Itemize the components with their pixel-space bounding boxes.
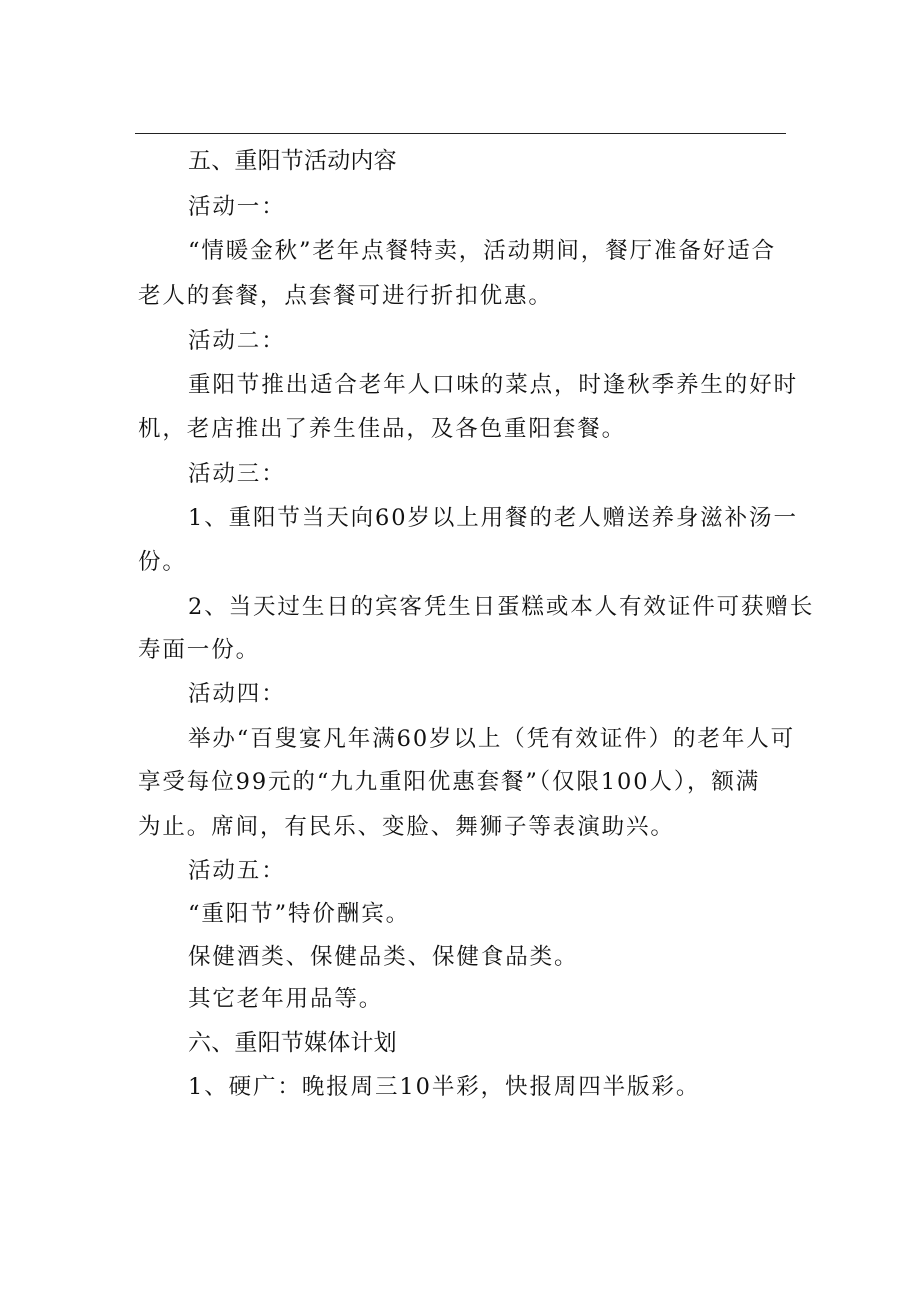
paragraph-line: 享受每位99元的“九九重阳优惠套餐”（仅限100人），额满: [138, 769, 761, 795]
paragraph-line: 份。: [138, 549, 187, 575]
paragraph-line: 保健酒类、保健品类、保健食品类。: [188, 944, 579, 970]
section-heading: 五、重阳节活动内容: [188, 148, 397, 174]
paragraph-line: 1、重阳节当天向60岁以上用餐的老人赠送养身滋补汤一: [188, 505, 798, 531]
paragraph-line: “情暖金秋”老年点餐特卖，活动期间，餐厅准备好适合: [188, 238, 777, 264]
activity-label: 活动四：: [188, 681, 286, 707]
activity-label: 活动三：: [188, 461, 286, 487]
paragraph-line: 其它老年用品等。: [188, 986, 384, 1012]
paragraph-line: 寿面一份。: [138, 637, 261, 663]
paragraph-line: “重阳节”特价酬宾。: [188, 901, 411, 927]
paragraph-line: 2、当天过生日的宾客凭生日蛋糕或本人有效证件可获赠长: [188, 594, 815, 620]
paragraph-line: 机，老店推出了养生佳品，及各色重阳套餐。: [138, 416, 627, 442]
paragraph-line: 重阳节推出适合老年人口味的菜点，时逢秋季养生的好时: [188, 372, 799, 398]
section-heading: 六、重阳节媒体计划: [188, 1030, 397, 1056]
header-rule: [135, 133, 786, 134]
activity-label: 活动一：: [188, 194, 286, 220]
activity-label: 活动五：: [188, 858, 286, 884]
paragraph-line: 1、硬广：晚报周三10半彩，快报周四半版彩。: [188, 1074, 701, 1100]
activity-label: 活动二：: [188, 328, 286, 354]
paragraph-line: 老人的套餐，点套餐可进行折扣优惠。: [138, 283, 553, 309]
paragraph-line: 举办“百叟宴凡年满60岁以上（凭有效证件）的老年人可: [188, 726, 796, 752]
paragraph-line: 为止。席间，有民乐、变脸、舞狮子等表演助兴。: [138, 814, 675, 840]
